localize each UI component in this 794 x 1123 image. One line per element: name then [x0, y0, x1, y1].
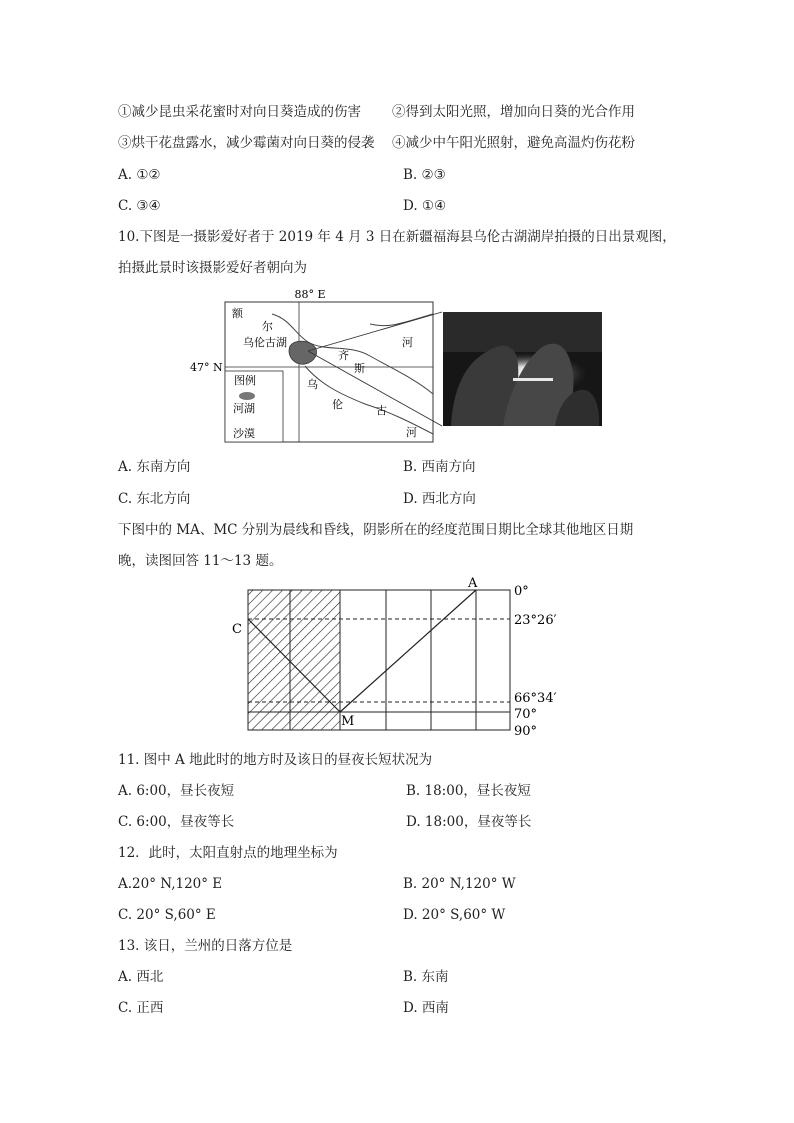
- option-4-text: ④减少中午阳光照射，避免高温灼伤花粉: [392, 135, 635, 151]
- q10-stem-line1: 10.下图是一摄影爱好者于 2019 年 4 月 3 日在新疆福海县乌伦古湖湖岸拍摄的日出景观图，: [118, 229, 676, 245]
- legend-lake-label: 河湖: [233, 402, 255, 415]
- intro-line2: 晚，读图回答 11～13 题。: [118, 553, 283, 569]
- choice-d: D. ①④: [403, 198, 447, 214]
- q13-choice-a: A. 西北: [118, 969, 164, 985]
- lat-0-label: 0°: [514, 584, 529, 599]
- q11-choice-c: C. 6:00，昼夜等长: [118, 814, 235, 830]
- sunrise-photo: [443, 312, 602, 426]
- q12-choice-b: B. 20° N,120° W: [403, 876, 516, 892]
- q13-choice-c: C. 正西: [118, 1000, 164, 1016]
- q13-choice-d: D. 西南: [403, 1000, 449, 1016]
- map-label-gu: 古: [376, 404, 387, 417]
- q11-choice-b: B. 18:00，昼长夜短: [406, 783, 531, 799]
- map-lat-label: 47° N: [190, 361, 223, 374]
- option-1-text: ①减少昆虫采花蜜时对向日葵造成的伤害: [118, 104, 361, 120]
- q10-choice-b: B. 西南方向: [403, 459, 476, 475]
- map-label-wu: 乌: [307, 378, 318, 391]
- map-label-he2: 河: [406, 426, 417, 439]
- lat-90-label: 90°: [514, 724, 538, 739]
- q13-choice-b: B. 东南: [403, 969, 449, 985]
- map-lon-label: 88° E: [294, 288, 326, 301]
- legend-desert-label: 沙漠: [233, 427, 255, 440]
- q11-choice-d: D. 18:00，昼夜等长: [406, 814, 532, 830]
- q12-choice-a: A.20° N,120° E: [118, 876, 223, 892]
- map-label-er: 尔: [262, 320, 273, 333]
- intro-line1: 下图中的 MA、MC 分别为晨线和昏线，阴影所在的经度范围日期比全球其他地区日期: [118, 522, 634, 538]
- map-label-he1: 河: [402, 336, 413, 349]
- q12-stem: 12．此时，太阳直射点的地理坐标为: [118, 845, 338, 861]
- map-label-lun: 伦: [332, 398, 343, 411]
- choice-a: A. ①②: [118, 167, 161, 183]
- q12-choice-d: D. 20° S,60° W: [403, 907, 506, 923]
- choice-b: B. ②③: [403, 167, 446, 183]
- map-label-e: 额: [232, 307, 243, 320]
- q11-choice-a: A. 6:00，昼长夜短: [118, 783, 235, 799]
- q10-choice-a: A. 东南方向: [118, 459, 191, 475]
- q13-stem: 13. 该日，兰州的日落方位是: [118, 938, 293, 954]
- lat-66-label: 66°34′: [514, 691, 557, 706]
- q11-stem: 11. 图中 A 地此时的地方时及该日的昼夜长短状况为: [118, 752, 433, 768]
- lat-23-label: 23°26′: [514, 613, 557, 628]
- point-m-label: M: [341, 714, 355, 729]
- map-label-si: 斯: [354, 362, 365, 375]
- point-a-label: A: [468, 576, 478, 591]
- map-lake-name: 乌伦古湖: [243, 336, 287, 349]
- q10-stem-line2: 拍摄此景时该摄影爱好者朝向为: [118, 260, 307, 276]
- option-2-text: ②得到太阳光照，增加向日葵的光合作用: [392, 104, 635, 120]
- q10-choice-d: D. 西北方向: [403, 491, 476, 507]
- q10-choice-c: C. 东北方向: [118, 491, 191, 507]
- lat-70-label: 70°: [514, 707, 538, 722]
- option-3-text: ③烘干花盘露水，减少霉菌对向日葵的侵袭: [118, 135, 375, 151]
- legend-title: 图例: [234, 374, 256, 387]
- choice-c: C. ③④: [118, 198, 161, 214]
- point-c-label: C: [232, 622, 242, 637]
- map-label-qi: 齐: [338, 349, 349, 362]
- terminator-diagram: [228, 575, 598, 740]
- q12-choice-c: C. 20° S,60° E: [118, 907, 216, 923]
